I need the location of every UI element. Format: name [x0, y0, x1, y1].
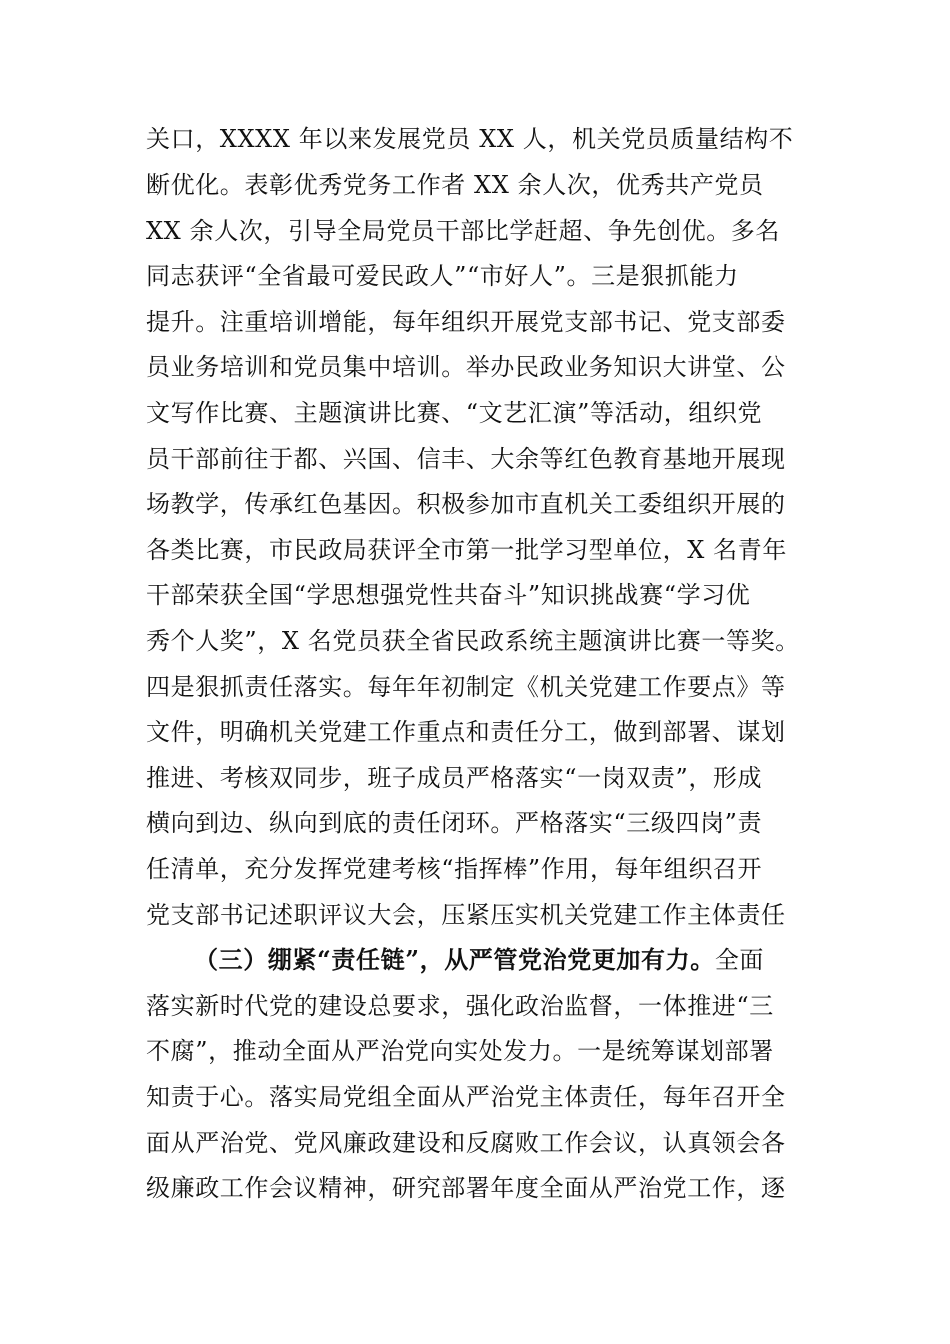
body-text-line: 场教学，传承红色基因。积极参加市直机关工委组织开展的	[146, 490, 786, 518]
body-text-line: 干部荣获全国“学思想强党性共奋斗”知识挑战赛“学习优	[146, 581, 751, 609]
body-text-line: 提升。注重培训增能，每年组织开展党支部书记、党支部委	[146, 308, 786, 336]
body-text-line: 落实新时代党的建设总要求，强化政治监督，一体推进“三	[146, 992, 774, 1020]
body-text-line: XX 余人次，引导全局党员干部比学赶超、争先创优。多名	[146, 217, 780, 245]
body-text-line: 同志获评“全省最可爱民政人”“市好人”。三是狠抓能力	[146, 262, 739, 290]
body-text-line: 关口，XXXX 年以来发展党员 XX 人，机关党员质量结构不	[146, 125, 794, 153]
section-heading-continuation: 全面	[714, 946, 765, 974]
body-text-line: 员业务培训和党员集中培训。举办民政业务知识大讲堂、公	[146, 353, 786, 381]
body-text-line: 任清单，充分发挥党建考核“指挥棒”作用，每年组织召开	[146, 855, 763, 883]
section-heading: （三）绷紧“责任链”，从严管党治党更加有力。	[194, 945, 715, 974]
body-text-line: 各类比赛，市民政局获评全市第一批学习型单位，X 名青年	[146, 536, 787, 564]
body-text-line: 级廉政工作会议精神，研究部署年度全面从严治党工作，逐	[146, 1174, 786, 1202]
body-text-line: 秀个人奖”，X 名党员获全省民政系统主题演讲比赛一等奖。	[146, 627, 800, 655]
body-text-line: 横向到边、纵向到底的责任闭环。严格落实“三级四岗”责	[146, 809, 763, 837]
body-text-line: 党支部书记述职评议大会，压紧压实机关党建工作主体责任	[146, 901, 786, 929]
body-text-line: 断优化。表彰优秀党务工作者 XX 余人次，优秀共产党员	[146, 171, 764, 199]
body-text-line: 文写作比赛、主题演讲比赛、“文艺汇演”等活动，组织党	[146, 399, 763, 427]
body-text-line: 不腐”，推动全面从严治党向实处发力。一是统筹谋划部署	[146, 1037, 774, 1065]
body-text-line: 知责于心。落实局党组全面从严治党主体责任，每年召开全	[146, 1083, 786, 1111]
body-text-line: 四是狠抓责任落实。每年年初制定《机关党建工作要点》等	[146, 673, 786, 701]
body-text-line: 面从严治党、党风廉政建设和反腐败工作会议，认真领会各	[146, 1129, 786, 1157]
body-text-line: 员干部前往于都、兴国、信丰、大余等红色教育基地开展现	[146, 445, 786, 473]
section-heading-line	[194, 940, 826, 980]
body-text-line: 文件，明确机关党建工作重点和责任分工，做到部署、谋划	[146, 718, 786, 746]
body-text-line: 推进、考核双同步，班子成员严格落实“一岗双责”，形成	[146, 764, 763, 792]
